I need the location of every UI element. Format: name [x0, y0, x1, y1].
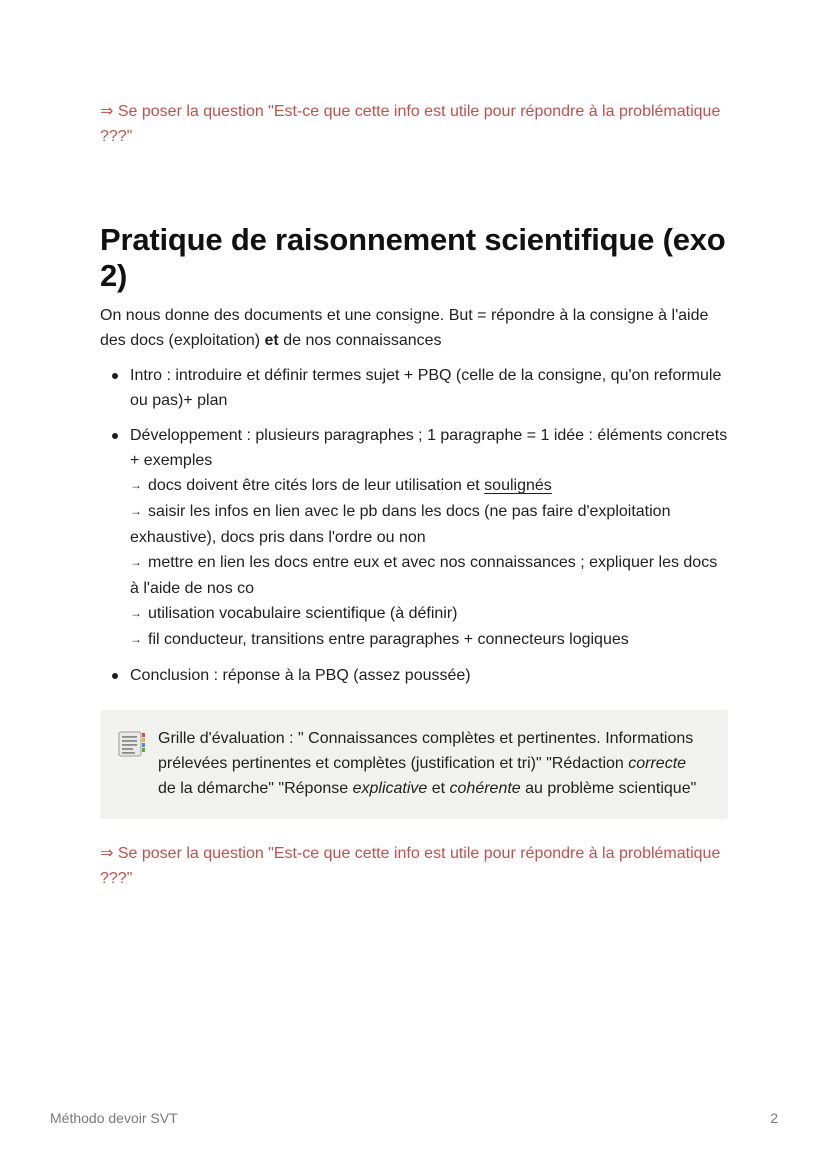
list-item-conclusion: Conclusion : réponse à la PBQ (assez poussée) — [130, 663, 728, 688]
development-sub5-text: fil conducteur, transitions entre paragraphes + connecteurs logiques — [148, 631, 629, 648]
callout-text-1: Grille d'évaluation : " Connaissances complètes et pertinentes. Informations prélevées pertinentes et complètes (justification et tri)" "Rédaction — [158, 730, 694, 772]
double-arrow-icon: ⇒ — [100, 845, 114, 862]
development-text: Développement : plusieurs paragraphes ; 1 paragraphe = 1 idée : éléments concrets + exemples — [130, 427, 728, 469]
section-title: Pratique de raisonnement scientifique (exo 2) — [100, 222, 726, 293]
evaluation-callout — [100, 710, 728, 819]
intro-bold-text: et — [264, 332, 279, 349]
bottom-note — [100, 841, 728, 891]
callout-italic-2: explicative — [352, 780, 428, 797]
footer-page-number: 2 — [770, 1110, 778, 1126]
development-sub1-text: docs doivent être cités lors de leur utilisation et — [148, 477, 485, 494]
intro-text-2: de nos connaissances — [278, 332, 442, 349]
development-sub3-text: mettre en lien les docs entre eux et avec nos connaissances ; expliquer les docs à l'aide de nos co — [130, 554, 718, 597]
arrow-right-icon: → — [130, 632, 142, 646]
development-sub1-underlined: soulignés — [484, 477, 552, 494]
arrow-right-icon: → — [130, 478, 142, 492]
arrow-right-icon: → — [130, 555, 142, 569]
callout-italic-3: cohérente — [449, 780, 521, 797]
callout-text-3: et — [427, 780, 450, 797]
intro-text-1: On nous donne des documents et une consigne. But = répondre à la consigne à l'aide des docs (exploitation) — [100, 307, 709, 349]
list-item-intro: Intro : introduire et définir termes sujet + PBQ (celle de la consigne, qu'on reformule ou pas)+ plan — [130, 363, 728, 413]
notes-icon — [118, 731, 146, 757]
bottom-note-text: Se poser la question "Est-ce que cette info est utile pour répondre à la problématique ???" — [100, 845, 721, 887]
list-item-development — [130, 423, 728, 653]
arrow-right-icon: → — [130, 606, 142, 620]
page-content — [100, 99, 728, 891]
development-sub4-text: utilisation vocabulaire scientifique (à définir) — [148, 605, 458, 622]
callout-text-4: au problème scientique" — [520, 780, 697, 797]
arrow-right-icon: → — [130, 504, 142, 518]
callout-italic-1: correcte — [628, 755, 687, 772]
double-arrow-icon: ⇒ — [100, 103, 114, 120]
development-sub2-text: saisir les infos en lien avec le pb dans les docs (ne pas faire d'exploitation exhaustive), docs pris dans l'ordre ou non — [130, 503, 671, 546]
top-note-text: Se poser la question "Est-ce que cette info est utile pour répondre à la problématique ???" — [100, 103, 721, 145]
section-intro — [100, 303, 728, 353]
bullet-list — [100, 363, 728, 688]
callout-text-2: de la démarche" "Réponse — [158, 780, 353, 797]
footer-document-title: Méthodo devoir SVT — [50, 1110, 178, 1126]
top-note — [100, 99, 728, 149]
